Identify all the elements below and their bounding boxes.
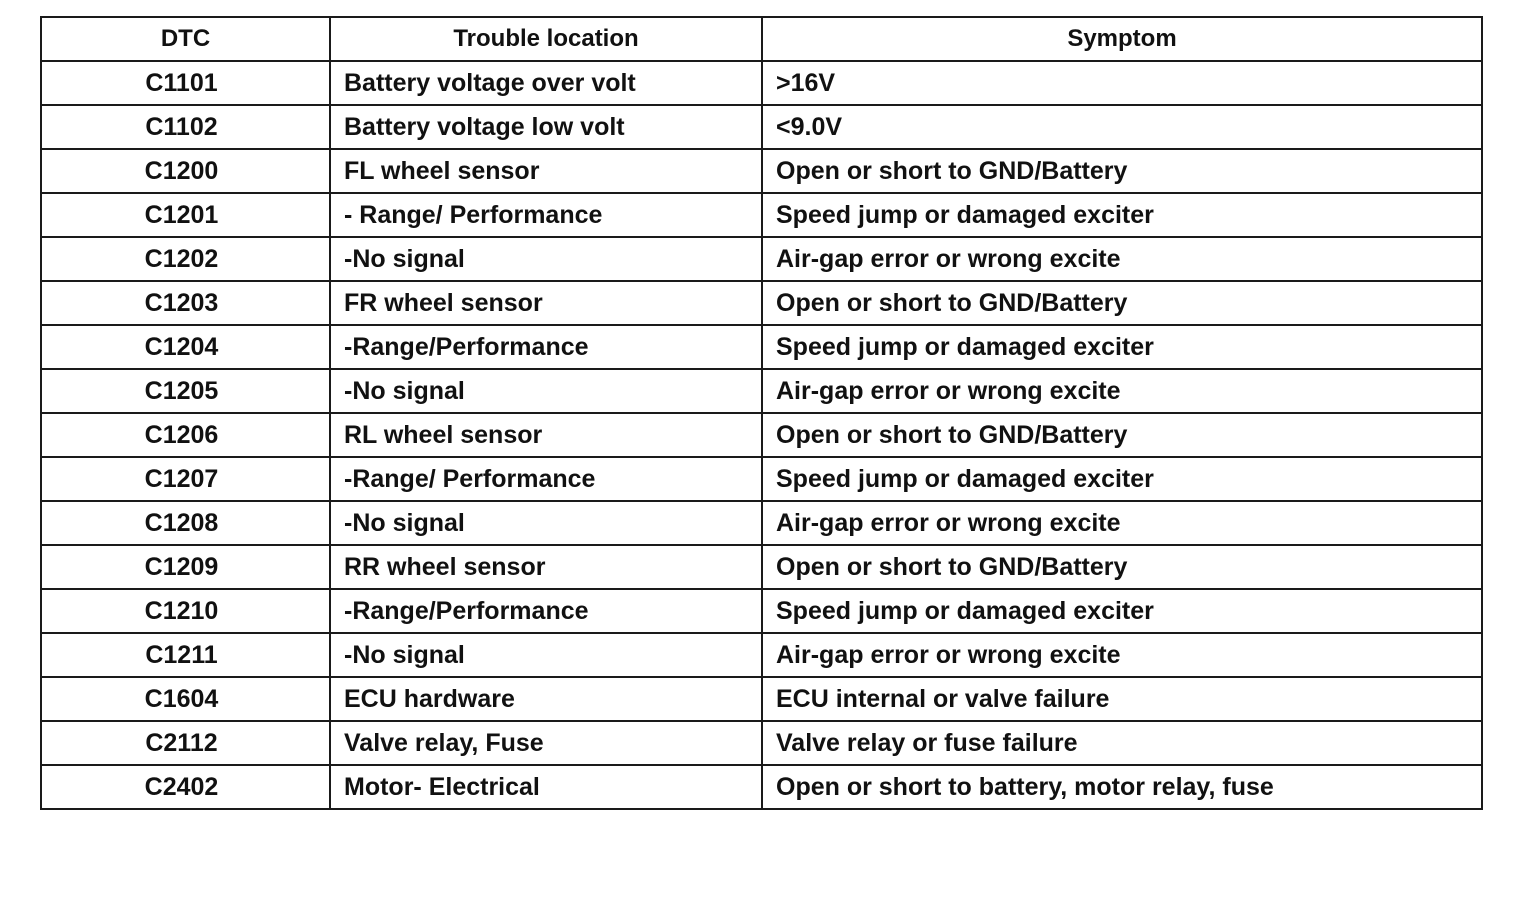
symptom: Open or short to GND/Battery <box>762 545 1482 589</box>
symptom: Open or short to GND/Battery <box>762 413 1482 457</box>
table-row <box>41 545 1482 589</box>
dtc-code: C2112 <box>41 721 330 765</box>
trouble-location: Battery voltage over volt <box>330 61 762 105</box>
table-row <box>41 369 1482 413</box>
trouble-location: -Range/Performance <box>330 589 762 633</box>
dtc-code: C1207 <box>41 457 330 501</box>
dtc-code: C1203 <box>41 281 330 325</box>
dtc-code: C2402 <box>41 765 330 809</box>
symptom: >16V <box>762 61 1482 105</box>
symptom: Valve relay or fuse failure <box>762 721 1482 765</box>
trouble-location: ECU hardware <box>330 677 762 721</box>
dtc-code: C1209 <box>41 545 330 589</box>
symptom: Speed jump or damaged exciter <box>762 589 1482 633</box>
symptom: Speed jump or damaged exciter <box>762 325 1482 369</box>
dtc-table <box>40 16 1483 810</box>
table-row <box>41 765 1482 809</box>
trouble-location: -No signal <box>330 501 762 545</box>
header-row <box>41 17 1482 61</box>
dtc-code: C1201 <box>41 193 330 237</box>
table-row <box>41 281 1482 325</box>
symptom: Air-gap error or wrong excite <box>762 369 1482 413</box>
table-row <box>41 721 1482 765</box>
symptom: <9.0V <box>762 105 1482 149</box>
trouble-location: Valve relay, Fuse <box>330 721 762 765</box>
trouble-location: FR wheel sensor <box>330 281 762 325</box>
trouble-location: Motor- Electrical <box>330 765 762 809</box>
table-row <box>41 501 1482 545</box>
table-row <box>41 589 1482 633</box>
dtc-code: C1211 <box>41 633 330 677</box>
symptom: Air-gap error or wrong excite <box>762 237 1482 281</box>
table-row <box>41 413 1482 457</box>
table-row <box>41 193 1482 237</box>
dtc-code: C1202 <box>41 237 330 281</box>
dtc-code: C1208 <box>41 501 330 545</box>
table-row <box>41 457 1482 501</box>
table-row <box>41 105 1482 149</box>
dtc-code: C1200 <box>41 149 330 193</box>
header-dtc: DTC <box>41 17 330 61</box>
symptom: Air-gap error or wrong excite <box>762 501 1482 545</box>
symptom: Open or short to GND/Battery <box>762 281 1482 325</box>
dtc-code: C1604 <box>41 677 330 721</box>
trouble-location: -Range/Performance <box>330 325 762 369</box>
symptom: ECU internal or valve failure <box>762 677 1482 721</box>
table-row <box>41 633 1482 677</box>
dtc-code: C1206 <box>41 413 330 457</box>
symptom: Open or short to battery, motor relay, fuse <box>762 765 1482 809</box>
table-row <box>41 237 1482 281</box>
symptom: Open or short to GND/Battery <box>762 149 1482 193</box>
symptom: Air-gap error or wrong excite <box>762 633 1482 677</box>
table-row <box>41 677 1482 721</box>
symptom: Speed jump or damaged exciter <box>762 457 1482 501</box>
trouble-location: FL wheel sensor <box>330 149 762 193</box>
trouble-location: -No signal <box>330 369 762 413</box>
symptom: Speed jump or damaged exciter <box>762 193 1482 237</box>
trouble-location: RR wheel sensor <box>330 545 762 589</box>
dtc-code: C1204 <box>41 325 330 369</box>
trouble-location: -No signal <box>330 633 762 677</box>
trouble-location: Battery voltage low volt <box>330 105 762 149</box>
table-row <box>41 61 1482 105</box>
dtc-code: C1210 <box>41 589 330 633</box>
dtc-code: C1102 <box>41 105 330 149</box>
dtc-code: C1205 <box>41 369 330 413</box>
trouble-location: -Range/ Performance <box>330 457 762 501</box>
dtc-code: C1101 <box>41 61 330 105</box>
trouble-location: - Range/ Performance <box>330 193 762 237</box>
table-row <box>41 325 1482 369</box>
header-trouble-location: Trouble location <box>330 17 762 61</box>
trouble-location: -No signal <box>330 237 762 281</box>
header-symptom: Symptom <box>762 17 1482 61</box>
trouble-location: RL wheel sensor <box>330 413 762 457</box>
table-row <box>41 149 1482 193</box>
